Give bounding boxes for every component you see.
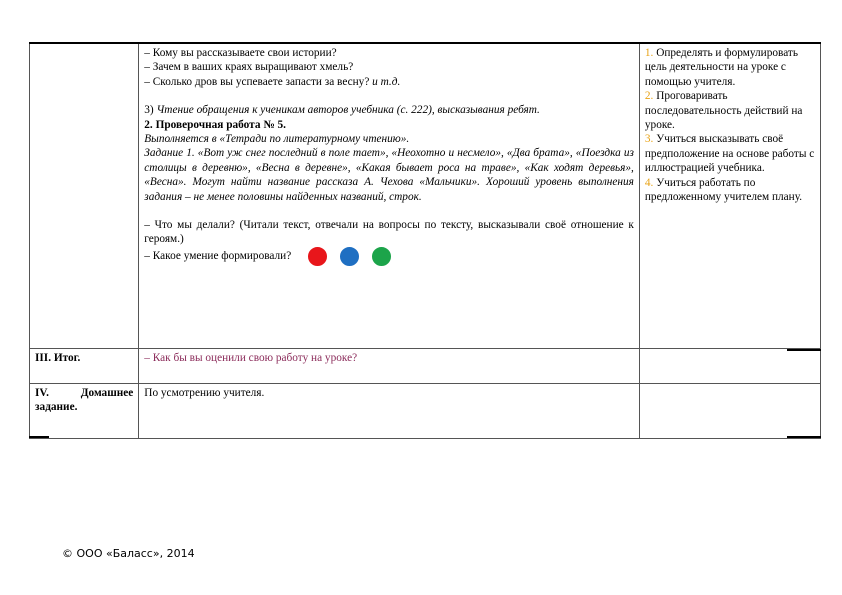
- uud-cell: [639, 43, 820, 349]
- check-title: 2. Проверочная работа № 5.: [144, 118, 286, 131]
- red-circle-icon: [308, 247, 327, 266]
- task-text: Задание 1. «Вот уж снег последний в поле тает», «Неохотно и несмело», «Два брата», «Поездка из столицы в деревню», «Весна в деревне», «Какая бывает роса на траве», «Как ходят деревья», «Весна». Могут найти название рассказа А. Чехова «Мальчики». Хороший уровень выполнения задания – не менее половины найденных названий, строк.: [144, 147, 634, 203]
- blue-circle-icon: [340, 247, 359, 266]
- uud-cell: [639, 384, 820, 439]
- copyright-footer: © ООО «Баласс», 2014: [62, 547, 195, 560]
- uud-item: 3. Учиться высказывать своё предположение на основе работы с иллюстрацией учебника.: [644, 133, 815, 175]
- border-stub: [787, 349, 821, 351]
- stage-cell: [30, 43, 139, 349]
- rating-circles: [308, 247, 404, 266]
- question-line: – Кому вы рассказываете свои истории?: [144, 47, 337, 59]
- stage-cell: III. Итог.: [30, 349, 139, 384]
- uud-item: 4. Учиться работать по предложенному учителем плану.: [644, 176, 803, 204]
- green-circle-icon: [372, 247, 391, 266]
- uud-cell: [639, 349, 820, 384]
- lesson-table: [29, 42, 821, 439]
- uud-item: 2. Проговаривать последовательность действий на уроке.: [644, 90, 803, 132]
- table-row: [30, 384, 821, 439]
- reflection-question: – Что мы делали? (Читали текст, отвечали на вопросы по тексту, высказывали своё отношение к героям.): [144, 219, 634, 246]
- uud-item: 1. Определять и формулировать цель деятельности на уроке с помощью учителя.: [644, 47, 799, 88]
- activity-cell: [139, 43, 640, 349]
- stage-cell: IV. Домашнее задание.: [30, 384, 139, 439]
- border-stub: [29, 436, 49, 438]
- border-stub: [787, 436, 821, 438]
- reading-item: 3) Чтение обращения к ученикам авторов учебника (с. 222), высказывания ребят.: [144, 104, 540, 117]
- skill-question: – Какое умение формировали?: [144, 247, 634, 266]
- activity-cell: По усмотрению учителя.: [139, 384, 640, 439]
- activity-cell: – Как бы вы оценили свою работу на уроке?: [139, 349, 640, 384]
- table-row: [30, 43, 821, 349]
- table-row: [30, 349, 821, 384]
- check-intro: Выполняется в «Тетради по литературному чтению».: [144, 133, 410, 146]
- question-line: – Зачем в ваших краях выращивают хмель?: [144, 61, 354, 74]
- question-line: – Сколько дров вы успеваете запасти за весну? и т.д.: [144, 75, 401, 88]
